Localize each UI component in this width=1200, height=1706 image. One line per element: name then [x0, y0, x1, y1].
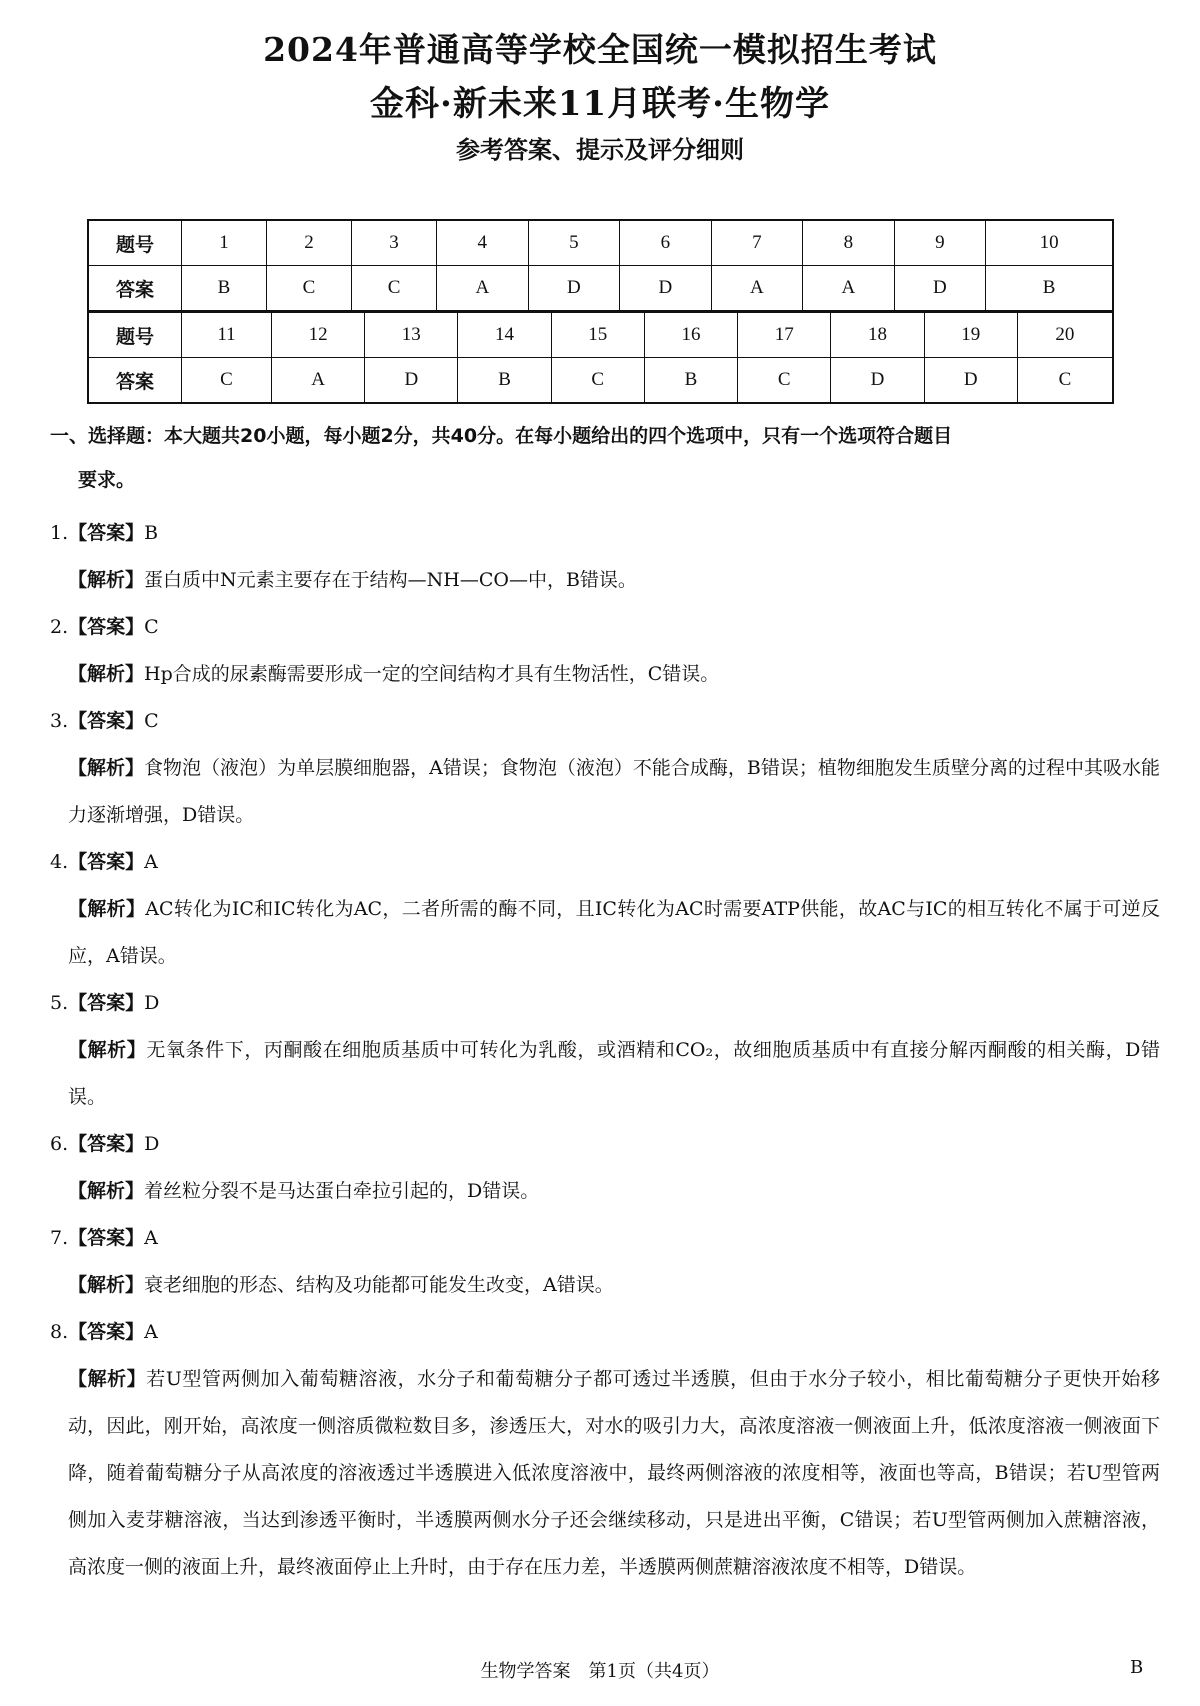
answer-cell: B: [458, 358, 551, 404]
answer-line: [50, 510, 1160, 557]
page-footer: 生物学答案 第1页（共4页）: [480, 1661, 720, 1682]
answer-cell: D: [365, 358, 458, 404]
answer-value: A: [144, 1321, 158, 1343]
explanation-text: 若U型管两侧加入葡萄糖溶液，水分子和葡萄糖分子都可透过半透膜，但由于水分子较小，相比葡萄糖分子更快开始移动，因此，刚开始，高浓度一侧溶质微粒数目多，渗透压大，对水的吸引力大，高浓度溶液一侧液面上升，低浓度溶液一侧液面下降，随着葡萄糖分子从高浓度的溶液透过半透膜进入低浓度溶液中，最终两侧溶液的浓度相等，液面也等高，B错误；若U型管两侧加入麦芽糖溶液，当达到渗透平衡时，半透膜两侧水分子还会继续移动，只是进出平衡，C错误；若U型管两侧加入蔗糖溶液，高浓度一侧的液面上升，最终液面停止上升时，由于存在压力差，半透膜两侧蔗糖溶液浓度不相等，D错误。: [68, 1368, 1160, 1578]
version-mark: B: [1130, 1657, 1144, 1678]
answer-value: C: [144, 710, 159, 732]
answer-line: [50, 980, 1160, 1027]
question-number: 3.: [50, 710, 69, 732]
answer-cell: B: [182, 266, 267, 312]
section-heading-line: 要求。: [78, 469, 136, 491]
question-number: 6.: [50, 1133, 69, 1155]
question-number: 6: [620, 220, 712, 266]
explanation-text: AC转化为IC和IC转化为AC，二者所需的酶不同，且IC转化为AC时需要ATP供能，故AC与IC的相互转化不属于可逆反应，A错误。: [68, 898, 1160, 967]
answer-table-1-10: [87, 219, 1114, 312]
explanation-label: 【解析】: [68, 663, 145, 685]
answer-label: 【答案】: [68, 710, 145, 732]
explanation-label: 【解析】: [68, 569, 145, 591]
explanation: [50, 886, 1160, 980]
question-number: 7.: [50, 1227, 69, 1249]
document-type: 参考答案、提示及评分细则: [456, 136, 744, 164]
section-heading: [50, 414, 1160, 502]
explanation-label: 【解析】: [68, 1274, 145, 1296]
question-number: 1.: [50, 522, 69, 544]
answer-row: [88, 266, 1113, 312]
exam-subtitle: 金科·新未来11月联考·生物学: [370, 84, 830, 124]
row-label: 答案: [88, 358, 182, 404]
question-number: 7: [711, 220, 803, 266]
explanation: [50, 745, 1160, 839]
answer-value: D: [144, 992, 160, 1014]
answer-value: D: [144, 1133, 160, 1155]
explanation-text: 衰老细胞的形态、结构及功能都可能发生改变，A错误。: [144, 1274, 614, 1296]
question-number: 13: [365, 312, 458, 358]
answer-value: C: [144, 616, 159, 638]
question-number: 2: [267, 220, 352, 266]
answer-row: [88, 358, 1113, 404]
answer-line: [50, 839, 1160, 886]
question-number: 4.: [50, 851, 69, 873]
answer-cell: B: [644, 358, 737, 404]
question-number: 4: [437, 220, 529, 266]
explanation: [50, 1027, 1160, 1121]
answer-cell: A: [711, 266, 803, 312]
question-number: 20: [1017, 312, 1113, 358]
explanation-text: 着丝粒分裂不是马达蛋白牵拉引起的，D错误。: [144, 1180, 540, 1202]
answer-cell: D: [831, 358, 924, 404]
answer-cell: D: [620, 266, 712, 312]
question-number-row: [88, 220, 1113, 266]
explanation-text: 蛋白质中N元素主要存在于结构—NH—CO—中，B错误。: [144, 569, 637, 591]
answer-label: 【答案】: [68, 1321, 145, 1343]
answer-label: 【答案】: [68, 522, 145, 544]
answer-line: [50, 1215, 1160, 1262]
answer-label: 【答案】: [68, 1133, 145, 1155]
question-number: 2.: [50, 616, 69, 638]
question-number: 14: [458, 312, 551, 358]
question-number: 9: [894, 220, 986, 266]
question-number: 10: [986, 220, 1113, 266]
answer-cell: A: [271, 358, 364, 404]
answer-cell: B: [986, 266, 1113, 312]
explanation-label: 【解析】: [68, 898, 146, 920]
answer-label: 【答案】: [68, 1227, 145, 1249]
question-number: 11: [182, 312, 272, 358]
explanation-text: 无氧条件下，丙酮酸在细胞质基质中可转化为乳酸，或酒精和CO₂，故细胞质基质中有直接分解丙酮酸的相关酶，D错误。: [68, 1039, 1160, 1108]
answer-label: 【答案】: [68, 992, 145, 1014]
answer-table-11-20: [87, 311, 1114, 404]
question-number: 3: [352, 220, 437, 266]
answer-cell: C: [738, 358, 831, 404]
answer-value: B: [144, 522, 159, 544]
question-number: 17: [738, 312, 831, 358]
question-list: [50, 510, 1160, 1591]
answer-label: 【答案】: [68, 616, 145, 638]
answer-cell: C: [551, 358, 644, 404]
question-number: 12: [271, 312, 364, 358]
question-number: 5.: [50, 992, 69, 1014]
question-number-row: [88, 312, 1113, 358]
answer-cell: A: [803, 266, 895, 312]
explanation-label: 【解析】: [68, 1180, 145, 1202]
question-number: 19: [924, 312, 1017, 358]
question-number: 8: [803, 220, 895, 266]
question-number: 5: [528, 220, 620, 266]
answer-cell: C: [1017, 358, 1113, 404]
question-number: 1: [182, 220, 267, 266]
question-number: 18: [831, 312, 924, 358]
explanation: [50, 651, 1160, 698]
section-heading-line: 一、选择题：本大题共20小题，每小题2分，共40分。在每小题给出的四个选项中，只有一个选项符合题目: [50, 425, 953, 447]
answer-line: [50, 698, 1160, 745]
answer-cell: C: [182, 358, 272, 404]
row-label: 题号: [88, 220, 182, 266]
explanation-label: 【解析】: [68, 1039, 147, 1061]
answer-cell: C: [267, 266, 352, 312]
explanation-label: 【解析】: [68, 757, 145, 779]
explanation-text: 食物泡（液泡）为单层膜细胞器，A错误；食物泡（液泡）不能合成酶，B错误；植物细胞发生质壁分离的过程中其吸水能力逐渐增强，D错误。: [68, 757, 1160, 826]
question-number: 15: [551, 312, 644, 358]
row-label: 题号: [88, 312, 182, 358]
answer-line: [50, 604, 1160, 651]
explanation: [50, 1168, 1160, 1215]
answer-label: 【答案】: [68, 851, 145, 873]
answer-value: A: [144, 1227, 158, 1249]
answer-cell: C: [352, 266, 437, 312]
answer-value: A: [144, 851, 158, 873]
answer-line: [50, 1309, 1160, 1356]
question-number: 16: [644, 312, 737, 358]
answer-line: [50, 1121, 1160, 1168]
explanation: [50, 1262, 1160, 1309]
explanation-label: 【解析】: [68, 1368, 147, 1390]
explanation: [50, 557, 1160, 604]
answer-cell: D: [894, 266, 986, 312]
answer-cell: D: [528, 266, 620, 312]
answer-cell: A: [437, 266, 529, 312]
explanation-text: Hp合成的尿素酶需要形成一定的空间结构才具有生物活性，C错误。: [144, 663, 720, 685]
question-number: 8.: [50, 1321, 69, 1343]
explanation: [50, 1356, 1160, 1591]
exam-title: 2024年普通高等学校全国统一模拟招生考试: [263, 30, 937, 69]
answer-cell: D: [924, 358, 1017, 404]
row-label: 答案: [88, 266, 182, 312]
